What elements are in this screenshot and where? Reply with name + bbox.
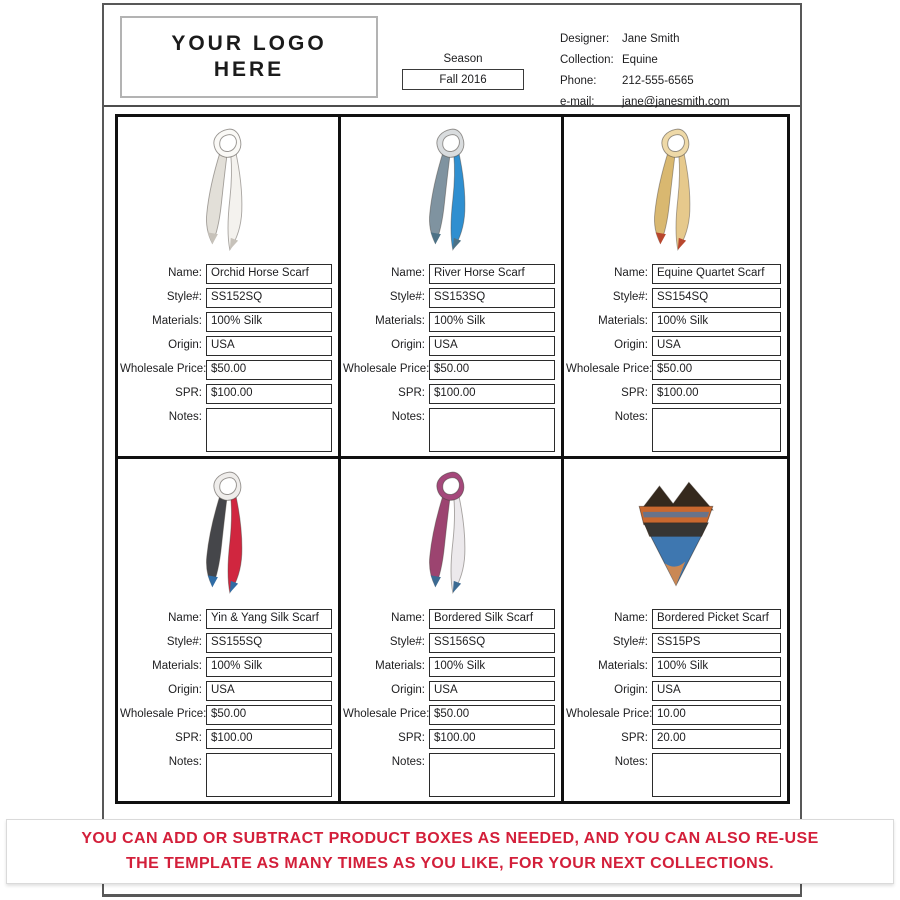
season-group <box>402 53 524 90</box>
notes-label: Notes: <box>614 411 648 423</box>
notes-label: Notes: <box>391 411 425 423</box>
name-input[interactable]: River Horse Scarf <box>429 264 555 284</box>
materials-label: Materials: <box>152 315 202 327</box>
wholesale-input[interactable]: $50.00 <box>652 360 781 380</box>
logo-text-line1: YOUR LOGO <box>171 31 327 55</box>
origin-label: Origin: <box>168 684 202 696</box>
product-fields <box>118 607 338 801</box>
origin-label: Origin: <box>614 339 648 351</box>
spr-input[interactable]: $100.00 <box>429 729 555 749</box>
designer-info <box>560 29 786 113</box>
email-row <box>560 92 786 113</box>
name-label: Name: <box>168 267 202 279</box>
collection-label: Collection: <box>560 54 614 66</box>
origin-input[interactable]: USA <box>652 681 781 701</box>
product-image <box>341 459 561 607</box>
phone-label: Phone: <box>560 75 597 87</box>
style-input[interactable]: SS155SQ <box>206 633 332 653</box>
materials-label: Materials: <box>375 315 425 327</box>
email-value[interactable]: jane@janesmith.com <box>622 96 730 108</box>
spr-label: SPR: <box>398 732 425 744</box>
product-card <box>341 459 564 801</box>
notes-input[interactable] <box>206 408 332 452</box>
origin-label: Origin: <box>391 684 425 696</box>
phone-value[interactable]: 212-555-6565 <box>622 75 694 87</box>
wholesale-label: Wholesale Price: <box>120 708 207 720</box>
scarf-illustration <box>401 121 501 259</box>
style-label: Style#: <box>612 291 648 303</box>
notes-input[interactable] <box>652 753 781 797</box>
pocket-square-illustration <box>626 464 726 602</box>
email-label: e-mail: <box>560 96 595 108</box>
notes-label: Notes: <box>168 411 202 423</box>
spr-label: SPR: <box>621 387 648 399</box>
origin-input[interactable]: USA <box>206 336 332 356</box>
product-image <box>564 117 787 262</box>
materials-label: Materials: <box>598 660 648 672</box>
scarf-illustration <box>626 121 726 259</box>
spr-input[interactable]: $100.00 <box>429 384 555 404</box>
footer-note <box>6 819 894 884</box>
wholesale-input[interactable]: $50.00 <box>206 360 332 380</box>
product-card <box>564 459 787 801</box>
name-input[interactable]: Orchid Horse Scarf <box>206 264 332 284</box>
spr-input[interactable]: $100.00 <box>652 384 781 404</box>
product-grid <box>115 114 790 804</box>
style-input[interactable]: SS152SQ <box>206 288 332 308</box>
notes-label: Notes: <box>614 756 648 768</box>
product-image <box>118 459 338 607</box>
materials-input[interactable]: 100% Silk <box>206 312 332 332</box>
materials-input[interactable]: 100% Silk <box>652 312 781 332</box>
spr-input[interactable]: $100.00 <box>206 384 332 404</box>
materials-label: Materials: <box>598 315 648 327</box>
name-input[interactable]: Bordered Picket Scarf <box>652 609 781 629</box>
origin-label: Origin: <box>614 684 648 696</box>
wholesale-label: Wholesale Price: <box>343 363 430 375</box>
logo-text-line2: HERE <box>213 58 285 81</box>
notes-input[interactable] <box>429 408 555 452</box>
materials-input[interactable]: 100% Silk <box>429 312 555 332</box>
spr-input[interactable]: $100.00 <box>206 729 332 749</box>
style-input[interactable]: SS153SQ <box>429 288 555 308</box>
origin-input[interactable]: USA <box>206 681 332 701</box>
style-label: Style#: <box>389 291 425 303</box>
materials-input[interactable]: 100% Silk <box>206 657 332 677</box>
designer-value[interactable]: Jane Smith <box>622 33 680 45</box>
product-fields <box>564 262 787 456</box>
wholesale-label: Wholesale Price: <box>120 363 207 375</box>
style-input[interactable]: SS154SQ <box>652 288 781 308</box>
product-card <box>118 459 341 801</box>
notes-input[interactable] <box>206 753 332 797</box>
name-input[interactable]: Equine Quartet Scarf <box>652 264 781 284</box>
spr-label: SPR: <box>398 387 425 399</box>
line-sheet-page <box>102 3 802 897</box>
product-fields <box>564 607 787 801</box>
style-input[interactable]: SS15PS <box>652 633 781 653</box>
origin-input[interactable]: USA <box>429 336 555 356</box>
product-card <box>118 117 341 459</box>
origin-label: Origin: <box>168 339 202 351</box>
style-label: Style#: <box>166 636 202 648</box>
collection-row <box>560 50 786 71</box>
name-label: Name: <box>168 612 202 624</box>
wholesale-label: Wholesale Price: <box>566 363 653 375</box>
wholesale-label: Wholesale Price: <box>343 708 430 720</box>
origin-input[interactable]: USA <box>652 336 781 356</box>
product-card <box>564 117 787 459</box>
name-input[interactable]: Yin & Yang Silk Scarf <box>206 609 332 629</box>
wholesale-label: Wholesale Price: <box>566 708 653 720</box>
designer-row <box>560 29 786 50</box>
product-fields <box>118 262 338 456</box>
season-input[interactable]: Fall 2016 <box>402 69 524 90</box>
name-label: Name: <box>391 612 425 624</box>
name-label: Name: <box>391 267 425 279</box>
product-image <box>564 459 787 607</box>
designer-label: Designer: <box>560 33 610 45</box>
collection-value[interactable]: Equine <box>622 54 658 66</box>
name-label: Name: <box>614 612 648 624</box>
wholesale-input[interactable]: $50.00 <box>429 705 555 725</box>
scarf-illustration <box>401 464 501 602</box>
logo-placeholder <box>120 16 378 98</box>
notes-label: Notes: <box>391 756 425 768</box>
product-card <box>341 117 564 459</box>
spr-label: SPR: <box>175 387 202 399</box>
name-input[interactable]: Bordered Silk Scarf <box>429 609 555 629</box>
materials-label: Materials: <box>152 660 202 672</box>
product-fields <box>341 262 561 456</box>
scarf-illustration <box>178 464 278 602</box>
wholesale-input[interactable]: $50.00 <box>206 705 332 725</box>
product-image <box>118 117 338 262</box>
origin-input[interactable]: USA <box>429 681 555 701</box>
style-label: Style#: <box>166 291 202 303</box>
materials-label: Materials: <box>375 660 425 672</box>
style-label: Style#: <box>389 636 425 648</box>
phone-row <box>560 71 786 92</box>
notes-label: Notes: <box>168 756 202 768</box>
spr-label: SPR: <box>621 732 648 744</box>
scarf-illustration <box>178 121 278 259</box>
spr-label: SPR: <box>175 732 202 744</box>
origin-label: Origin: <box>391 339 425 351</box>
style-input[interactable]: SS156SQ <box>429 633 555 653</box>
materials-input[interactable]: 100% Silk <box>652 657 781 677</box>
product-image <box>341 117 561 262</box>
product-fields <box>341 607 561 801</box>
materials-input[interactable]: 100% Silk <box>429 657 555 677</box>
wholesale-input[interactable]: 10.00 <box>652 705 781 725</box>
notes-input[interactable] <box>652 408 781 452</box>
notes-input[interactable] <box>429 753 555 797</box>
footer-note-text: YOU CAN ADD OR SUBTRACT PRODUCT BOXES AS NEEDED, AND YOU CAN ALSO RE-USE THE TEMPLATE AS MANY TIMES AS YOU LIKE, FOR YOUR NEXT COLLECTIONS. <box>81 829 819 872</box>
spr-input[interactable]: 20.00 <box>652 729 781 749</box>
name-label: Name: <box>614 267 648 279</box>
page-header <box>104 5 800 107</box>
wholesale-input[interactable]: $50.00 <box>429 360 555 380</box>
style-label: Style#: <box>612 636 648 648</box>
season-label: Season <box>443 53 483 65</box>
